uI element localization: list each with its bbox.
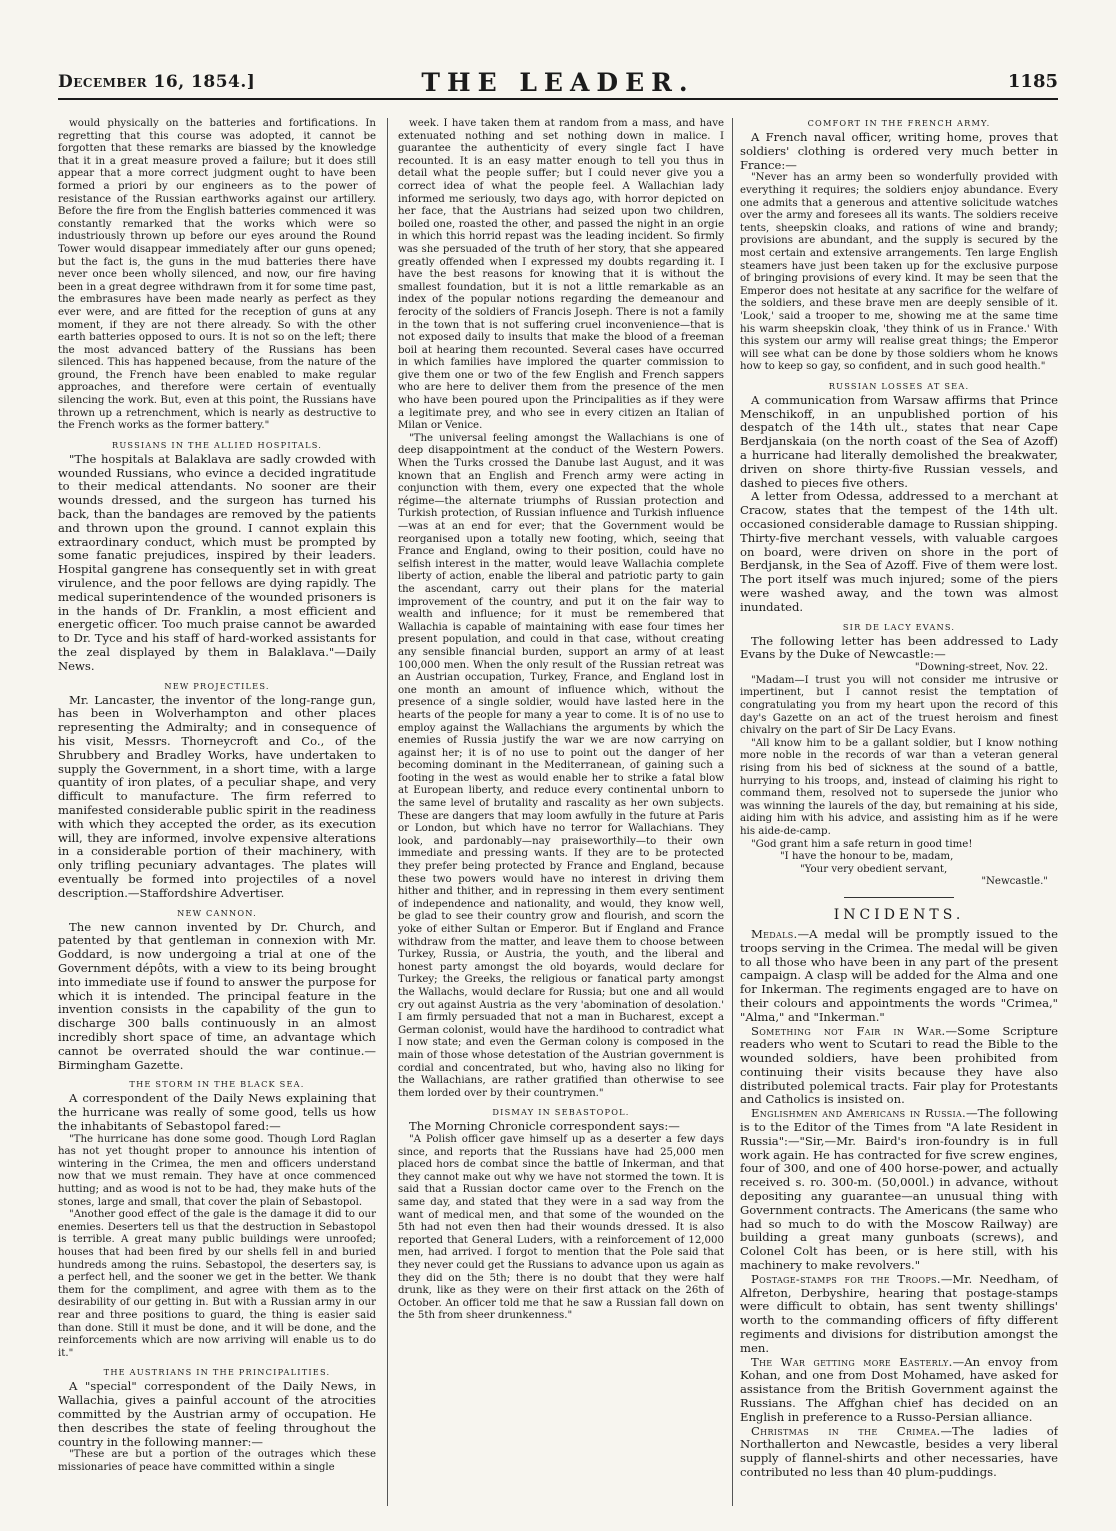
incident-item [740, 1425, 1058, 1480]
article-body: A communication from Warsaw affirms that Prince Menschikoff, in an unpublished portion of his despatch of the 14th ult., states that near Cape Berdjanskaia (on the north coast of the Sea of Azoff) a hurricane had literally demolished the breakwater, driven on shore thirty-five Russian vessels, and dashed to pieces five others. [740, 392, 1058, 490]
column-rule-left [387, 118, 388, 1506]
incident-lead: Something not Fair in War. [751, 1023, 946, 1038]
article-quote: "Another good effect of the gale is the damage it did to our enemies. Deserters tell us that the destruction in Sebastopol is terrible. A great many public buildings were unroofed; houses that had been fired by our shells fell in and buried hundreds among the ruins. Sebastopol, the deserters say, is a perfect hell, and the sooner we get in the better. We thank them for the compliment, and agree with them as to the desirability of our getting in. But with a Russian army in our rear and three positions to guard, the thing is easier said than done. Still it must be done, and it will be done, and the reinforcements which are now arriving will enable us to do it." [58, 1209, 376, 1359]
heading-russian-losses: RUSSIAN LOSSES AT SEA. [828, 380, 970, 391]
section-separator [844, 897, 954, 898]
incident-text: —Some Scripture readers who went to Scutari to read the Bible to the wounded soldiers, have been prohibited from continuing their visits because they have also distributed polemical tracts. Fair play for Protestants and Catholics is insisted on. [740, 1023, 1058, 1107]
incident-item [740, 1273, 1058, 1356]
heading-new-projectiles: NEW PROJECTILES. [164, 680, 270, 691]
incident-lead: Medals. [751, 926, 798, 941]
letter-closing: "I have the honour to be, madam, [780, 851, 954, 863]
incident-lead: The War getting more Easterly. [751, 1354, 953, 1369]
article-quote: "The universal feeling amongst the Wallachians is one of deep disappointment at the conduct of the Western Powers. When the Turks crossed the Danube last August, and it was known that an English and French army were acting in conjunction with them, every one expected that the whole régime—the alternate triumphs of Russian protection and Turkish protection, of Russian influence and Turkish influence—was at an end for ever; that the Government would be reorganised upon a totally new footing, which, seeing that France and England, owing to their position, could have no selfish interest in the matter, would leave Wallachia complete liberty of action, enable the liberal and patriotic party to gain the ascendant, carry out their plans for the material improvement of the country, and put it on the fair way to wealth and influence; for it must be remembered that Wallachia is capable of maintaining with ease four times her present population, and could in that case, without creating any sensible financial burden, support an army of at least 100,000 men. When the only result of the Russian retreat was an Austrian occupation, Turkey, France, and England lost in one month an amount of influence which, without the presence of a single soldier, would have lasted here in the hearts of the people for many a year to come. It is of no use to employ against the Wallachians the arguments by which the enemies of Russia justify the war we are now carrying on against her; it is of no use to point out the danger of her becoming dominant in the Mediterranean, of gaining such a footing in the west as would enable her to strike a fatal blow at European liberty, and reduce every continental unborn to the same level of brutality and rascality as her own subjects. These are dangers that may loom awfully in the future at Paris or London, but which have no terror for Wallachians. They look, and pardonably—nay praiseworthily—to their own immediate and pressing wants. If they are to be protected they prefer being protected by France and England, because these two powers would have no interest in driving them hither and thither, and in repressing in them every sentiment of independence and nationality, and would, they know well, be glad to see their country grow and flourish, and scorn the yoke of either Sultan or Emperor. But if England and France withdraw from the matter, and leave them to choose between Turkey, Russia, or Austria, the youth, and the liberal and honest party amongst the old boyards, would declare for Turkey; the Greeks, the religious or fanatical party amongst the Wallachs, would declare for Russia; but one and all would cry out against Austria as the very 'abomination of desolation.' I am firmly persuaded that not a man in Bucharest, except a German colonist, would have the hardihood to contradict what I now state; and even the German colony is composed in the main of those whose detestation of the Austrian government is cordial and concentrated, but who, having also no liking for the Wallachians, are rather gratified than otherwise to see them lorded over by their countrymen." [398, 432, 724, 1099]
incident-item [740, 928, 1058, 1025]
incident-item [740, 1025, 1058, 1108]
letter-address: "Downing-street, Nov. 22. [914, 662, 1048, 674]
heading-dismay-sebastopol: DISMAY IN SEBASTOPOL. [492, 1107, 630, 1118]
issue-date: December 16, 1854.] [58, 72, 256, 92]
incident-text: —A medal will be promptly issued to the troops serving in the Crimea. The medal will be given to all those who have been in any part of the present campaign. A clasp will be added for the Alma and one for Inkerman. The regiments engaged are to have on their colours and appointments the words "Crimea," "Alma," and "Inkerman." [740, 926, 1058, 1024]
incident-lead: Christmas in the Crimea. [751, 1423, 941, 1438]
column-2 [398, 118, 724, 1506]
column-3 [740, 118, 1058, 1506]
letter-body: "Madam—I trust you will not consider me intrusive or impertinent, but I cannot resist the temptation of congratulating you from my heart upon the record of this day's Gazette on an act of the truest heroism and finest chivalry on the part of Sir De Lacy Evans. [740, 674, 1058, 737]
letter-body: "God grant him a safe return in good time! [751, 838, 973, 850]
page-number: 1185 [1007, 71, 1058, 92]
column-1 [58, 118, 376, 1506]
incident-text: —The following is to the Editor of the Times from "A late Resident in Russia":—"Sir,—Mr. Baird's iron-foundry is in full work again. He has contracted for five screw engines, four of 300, and one of 400 horse-power, and actually received s. ro. 300-m. (50,000l.) in advance, without depositing any guarantee—an unusual thing with Government contracts. The Americans (the same who had so much to do with the Moscow Railway) are building a great many gunboats (screws), and Colonel Colt has been, or is here still, with his machinery to make revolvers." [740, 1106, 1058, 1273]
article-body: The following letter has been addressed to Lady Evans by the Duke of Newcastle:— [740, 633, 1058, 662]
heading-comfort-french-army: COMFORT IN THE FRENCH ARMY. [807, 118, 991, 128]
incident-lead: Postage-stamps for the Troops. [751, 1271, 941, 1286]
heading-incidents: INCIDENTS. [833, 906, 965, 923]
incident-lead: Englishmen and Americans in Russia. [751, 1106, 967, 1121]
heading-storm-black-sea: THE STORM IN THE BLACK SEA. [129, 1079, 305, 1090]
article-body: Mr. Lancaster, the inventor of the long-range gun, has been in Wolverhampton and other places representing the Admiralty; and in consequence of his visit, Messrs. Thorneycroft and Co., of the Shrubbery and Bradley Works, have undertaken to supply the Government, in a short time, with a large quantity of iron plates, of a peculiar shape, and very difficult to manufacture. The firm referred to manifested considerable public spirit in the readiness with which they accepted the order, as its execution will, they are informed, involve expensive alterations in a considerable portion of their machinery, with only trifling pecuniary advantages. The plates will eventually be formed into projectiles of a novel description.—Staffordshire Advertiser. [58, 692, 376, 900]
heading-russians-hospitals: RUSSIANS IN THE ALLIED HOSPITALS. [111, 439, 323, 450]
article-body: A correspondent of the Daily News explaining that the hurricane was really of some good, tells us how the inhabitants of Sebastopol fared:— [58, 1091, 376, 1133]
article-body: A "special" correspondent of the Daily News, in Wallachia, gives a painful account of the atrocities committed by the Austrian army of occupation. He then describes the state of feeling throughout the country in the following manner:— [58, 1379, 376, 1449]
incident-text: —An envoy from Kohan, and one from Dost Mohamed, have asked for assistance from the British Government against the Russians. The Affghan chief has decided on an English in preference to a Russo-Persian alliance. [740, 1354, 1058, 1424]
letter-body: "All know him to be a gallant soldier, but I know nothing more noble in the records of war than a veteran general rising from his bed of sickness at the sound of a battle, hurrying to his troops, and, instead of claiming his right to command them, resolved not to supersede the junior who was winning the laurels of the day, but remaining at his side, aiding him with his advice, and assisting him as if he were his aide-de-camp. [740, 737, 1058, 837]
incident-text: —The ladies of Northallerton and Newcastle, besides a very liberal supply of flannel-shirts and other necessaries, have contributed no less than 40 plum-puddings. [740, 1423, 1058, 1479]
heading-austrians-principalities: THE AUSTRIANS IN THE PRINCIPALITIES. [103, 1367, 331, 1378]
publication-title: THE LEADER. [421, 68, 695, 97]
incident-item [740, 1107, 1058, 1273]
incident-item [740, 1356, 1058, 1425]
heading-de-lacy-evans: SIR DE LACY EVANS. [842, 621, 956, 632]
article-body: "The hospitals at Balaklava are sadly crowded with wounded Russians, who evince a decided ingratitude to their medical attendants. No sooner are their wounds dressed, and the surgeon has turned his back, than the bandages are removed by the patients and thrown upon the ground. I cannot explain this extraordinary conduct, which must be prompted by some fanatic prejudices, inspired by their leaders. Hospital gangrene has consequently set in with great virulence, and the poor fellows are dying rapidly. The medical superintendence of the wounded prisoners is in the hands of Dr. Franklin, a most efficient and energetic officer. Too much praise cannot be awarded to Dr. Tyce and his staff of hard-worked assistants for the zeal displayed by them in Balaklava."—Daily News. [58, 451, 376, 673]
article-quote: "These are but a portion of the outrages which these missionaries of peace have committed within a single [58, 1449, 376, 1473]
article-continuation: would physically on the batteries and fortifications. In regretting that this course was adopted, it cannot be forgotten that these remarks are biassed by the knowledge that it in a great measure proved a failure; but it does still appear that a more correct judgment ought to have been formed a priori by our engineers as to the power of resistance of the Russian earthworks against our artillery. Before the fire from the English batteries commenced it was constantly remarked that the works which were so industriously thrown up before our eyes around the Round Tower would disappear immediately after our guns opened; but the fact is, the guns in the mud batteries there have never once been wholly silenced, and now, our fire having been in a great degree withdrawn from it for some time past, the embrasures have been made nearly as perfect as they ever were, and are fitted for the reception of guns at any moment, if they are not there already. So with the other earth batteries opposed to ours. It is not so on the left; there the most advanced battery of the Russians has been silenced. This has happened because, from the nature of the ground, the French have been enabled to make regular approaches, and therefore were certain of eventually silencing the work. But, even at this point, the Russians have thrown up a retrenchment, which is nearly as destructive to the French works as the former battery." [58, 118, 376, 432]
letter-closing: "Your very obedient servant, [800, 863, 948, 875]
letter-signature: "Newcastle." [981, 876, 1048, 888]
article-quote: "Never has an army been so wonderfully provided with everything it requires; the soldiers enjoy abundance. Every one admits that a generous and attentive solicitude watches over the army and foresees all its wants. The soldiers receive tents, sheepskin cloaks, and rations of wine and brandy; provisions are abundant, and the supply is secured by the most certain and extensive arrangements. Ten large English steamers have just been taken up for the exclusive purpose of bringing provisions of every kind. It may be seen that the Emperor does not hesitate at any sacrifice for the welfare of the soldiers, and these brave men are deeply sensible of it. 'Look,' said a trooper to me, showing me at the same time his warm sheepskin cloak, 'they think of us in France.' With this system our army will realise great things; the Emperor will see what can be done by those soldiers whom he knows how to keep so gay, so confident, and in such good health." [740, 172, 1058, 373]
column-rule-right [732, 118, 733, 1506]
masthead [58, 68, 1058, 100]
article-quote: "The hurricane has done some good. Though Lord Raglan has not yet thought proper to announce his intention of wintering in the Crimea, the men and officers understand now that we must remain. They have at once commenced hutting; and as wood is not to be had, they make huts of the stones, large and small, that cover the plain of Sebastopol. [58, 1133, 376, 1208]
article-quote: "A Polish officer gave himself up as a deserter a few days since, and reports that the Russians have had 25,000 men placed hors de combat since the battle of Inkerman, and that they cannot make out why we have not stormed the town. It is said that a Russian doctor came over to the French on the same day, and stated that they were in a sad way from the want of medical men, and that some of the wounded on the 5th had not even then had their wounds dressed. It is also reported that General Luders, with a reinforcement of 12,000 men, had arrived. I forgot to mention that the Pole said that they never could get the Russians to advance upon us again as they did on the 5th; there is no doubt that they were half drunk, like as they were on their first attack on the 26th of October. An officer told me that he saw a Russian fall down on the 5th from sheer drunkenness." [398, 1134, 724, 1322]
article-body: A French naval officer, writing home, proves that soldiers' clothing is ordered very much better in France:— [740, 130, 1058, 172]
heading-new-cannon: NEW CANNON. [177, 907, 257, 918]
article-body: The new cannon invented by Dr. Church, and patented by that gentleman in connexion with Mr. Goddard, is now undergoing a trial at one of the Government dépôts, with a view to its being brought into immediate use if found to answer the purpose for which it is intended. The principal feature in the invention consists in the capability of the gun to discharge 300 balls continuously in an almost incredibly short space of time, an advantage which cannot be overrated should the war continue.—Birmingham Gazette. [58, 919, 376, 1072]
article-body: A letter from Odessa, addressed to a merchant at Cracow, states that the tempest of the 14th ult. occasioned considerable damage to Russian shipping. Thirty-five merchant vessels, with valuable cargoes on board, were driven on shore in the port of Berdjansk, in the Sea of Azoff. Five of them were lost. The port itself was much injured; some of the piers were washed away, and the town was almost inundated. [740, 489, 1058, 614]
incident-text: —Mr. Needham, of Alfreton, Derbyshire, hearing that postage-stamps were difficult to obtain, has sent twenty shillings' worth to the commanding officers of fifty different regiments and divisions for distribution amongst the men. [740, 1271, 1058, 1355]
article-body: The Morning Chronicle correspondent says:— [409, 1119, 680, 1134]
article-quote: week. I have taken them at random from a mass, and have extenuated nothing and set nothing down in malice. I guarantee the authenticity of every single fact I have recounted. It is an easy matter enough to tell you thus in detail what the people suffer; but I could never give you a correct idea of what the people feel. A Wallachian lady informed me seriously, two days ago, with horror depicted on her face, that the Austrians had seized upon two children, boiled one, roasted the other, and passed the night in an orgie in which this horrid repast was the leading incident. So firmly was she persuaded of the truth of her story, that she appeared greatly offended when I expressed my doubts regarding it. I have the best reasons for knowing that it is without the smallest foundation, but it is not a little remarkable as an index of the popular notions regarding the demeanour and ferocity of the soldiers of Francis Joseph. There is not a family in the town that is not suffering cruel inconvenience—that is not exposed daily to insults that make the blood of a freeman boil at hearing them recounted. Several cases have occurred in which families have implored the quarter commission to give them one or two of the few English and French sappers who are here to deliver them from the presence of the men who have been poured upon the Principalities as if they were a legitimate prey, and who see in every citizen an Italian of Milan or Venice. [398, 118, 724, 432]
